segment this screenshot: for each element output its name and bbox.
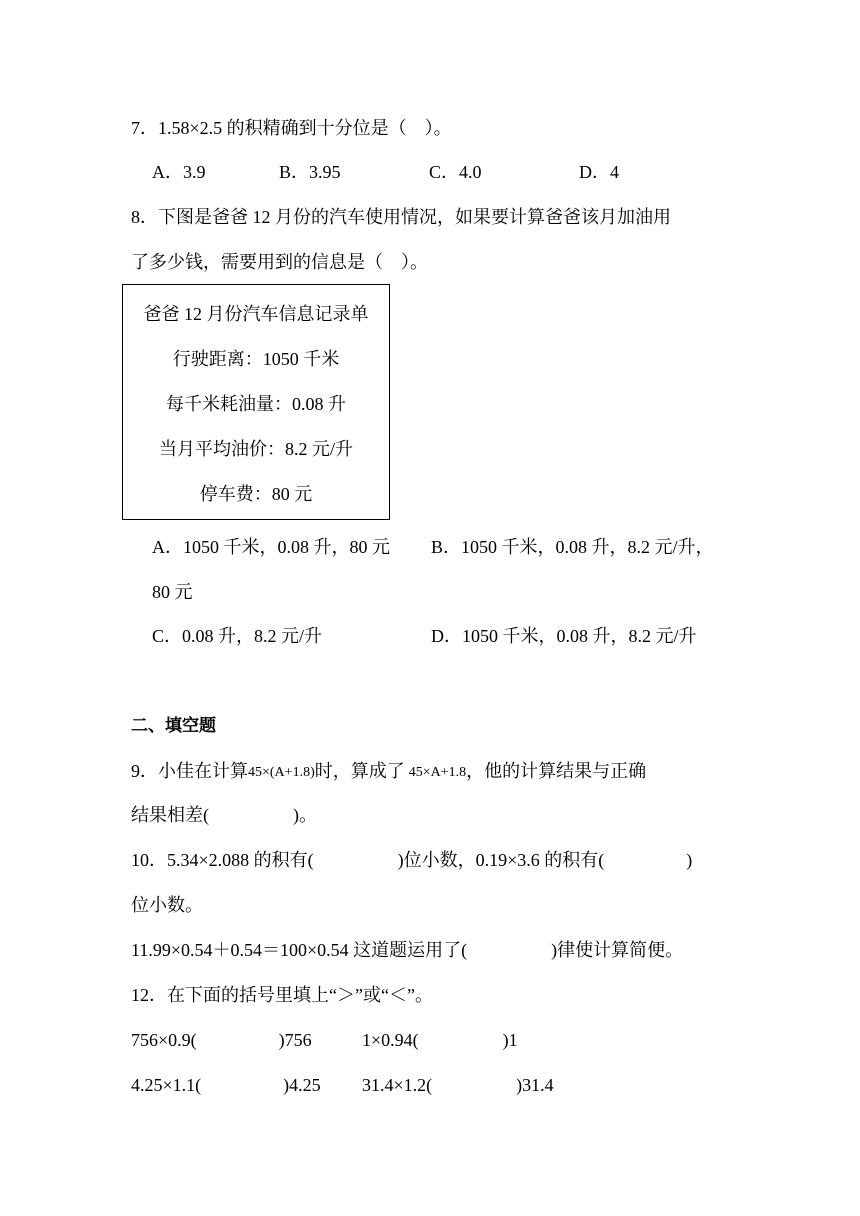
record-title: 爸爸 12 月份汽车信息记录单 <box>143 304 369 324</box>
q11-part1: 11.99×0.54＋0.54＝100×0.54 这道题运用了( <box>131 940 468 960</box>
q9-suffix: ，他的计算结果与正确 <box>466 761 647 781</box>
q12-item-3-left: 4.25×1.1( <box>131 1075 202 1095</box>
q9-line2 <box>131 803 317 827</box>
q9-prefix: 9．小佳在计算 <box>131 761 248 781</box>
q9-expression-correct: 45×(A+1.8) <box>248 765 315 780</box>
q12-stem: 12．在下面的括号里填上“＞”或“＜”。 <box>131 985 433 1005</box>
record-row-distance: 行驶距离：1050 千米 <box>172 349 340 369</box>
q12-item-2 <box>362 1028 518 1052</box>
q8-option-a: A．1050 千米，0.08 升，80 元 <box>152 537 390 557</box>
q8-option-b-line1: B．1050 千米，0.08 升，8.2 元/升， <box>431 537 714 557</box>
q7-option-d: D．4 <box>579 162 619 182</box>
q10-line1 <box>131 848 692 872</box>
q8-stem-line1: 8．下图是爸爸 12 月份的汽车使用情况，如果要计算爸爸该月加油用 <box>131 207 671 227</box>
q8-option-d: D．1050 千米，0.08 升，8.2 元/升 <box>431 626 697 646</box>
q9-expression-wrong: 45×A+1.8 <box>408 765 467 780</box>
q8-option-c: C．0.08 升，8.2 元/升 <box>152 626 323 646</box>
record-row-parking-fee: 停车费：80 元 <box>199 484 313 504</box>
q10-part1: 10．5.34×2.088 的积有( <box>131 850 314 870</box>
q7-option-b: B．3.95 <box>279 162 341 182</box>
record-row-fuel-per-km: 每千米耗油量：0.08 升 <box>166 394 346 414</box>
record-row-fuel-price: 当月平均油价：8.2 元/升 <box>158 439 353 459</box>
q12-item-1-left: 756×0.9( <box>131 1030 197 1050</box>
q8-stem-line2: 了多少钱，需要用到的信息是（ ）。 <box>131 252 428 272</box>
q12-item-4 <box>362 1073 554 1097</box>
q9-line1 <box>131 759 646 785</box>
q12-item-1 <box>131 1028 312 1052</box>
q12-item-3-right: )4.25 <box>283 1075 321 1095</box>
section-heading-fill-in: 二、填空题 <box>131 716 216 736</box>
q9-line2-prefix: 结果相差( <box>131 805 209 825</box>
q10-part2: )位小数，0.19×3.6 的积有( <box>397 850 605 870</box>
q8-option-b-line2: 80 元 <box>152 582 193 602</box>
q7-stem: 7．1.58×2.5 的积精确到十分位是（ ）。 <box>131 118 452 138</box>
q12-item-2-left: 1×0.94( <box>362 1030 419 1050</box>
q12-item-4-left: 31.4×1.2( <box>362 1075 433 1095</box>
q9-middle: 时，算成了 <box>314 761 405 781</box>
q7-option-a: A．3.9 <box>152 162 206 182</box>
q12-item-4-right: )31.4 <box>516 1075 554 1095</box>
q12-item-2-right: )1 <box>502 1030 518 1050</box>
q11-line <box>131 938 683 962</box>
q11-part2: )律使计算简便。 <box>551 940 684 960</box>
q10-part3: ) <box>686 850 693 870</box>
q10-line2: 位小数。 <box>131 895 203 915</box>
q7-option-c: C．4.0 <box>429 162 482 182</box>
q9-line2-suffix: )。 <box>293 805 317 825</box>
fuel-record-box <box>122 284 390 520</box>
q12-item-1-right: )756 <box>278 1030 312 1050</box>
q12-item-3 <box>131 1073 321 1097</box>
